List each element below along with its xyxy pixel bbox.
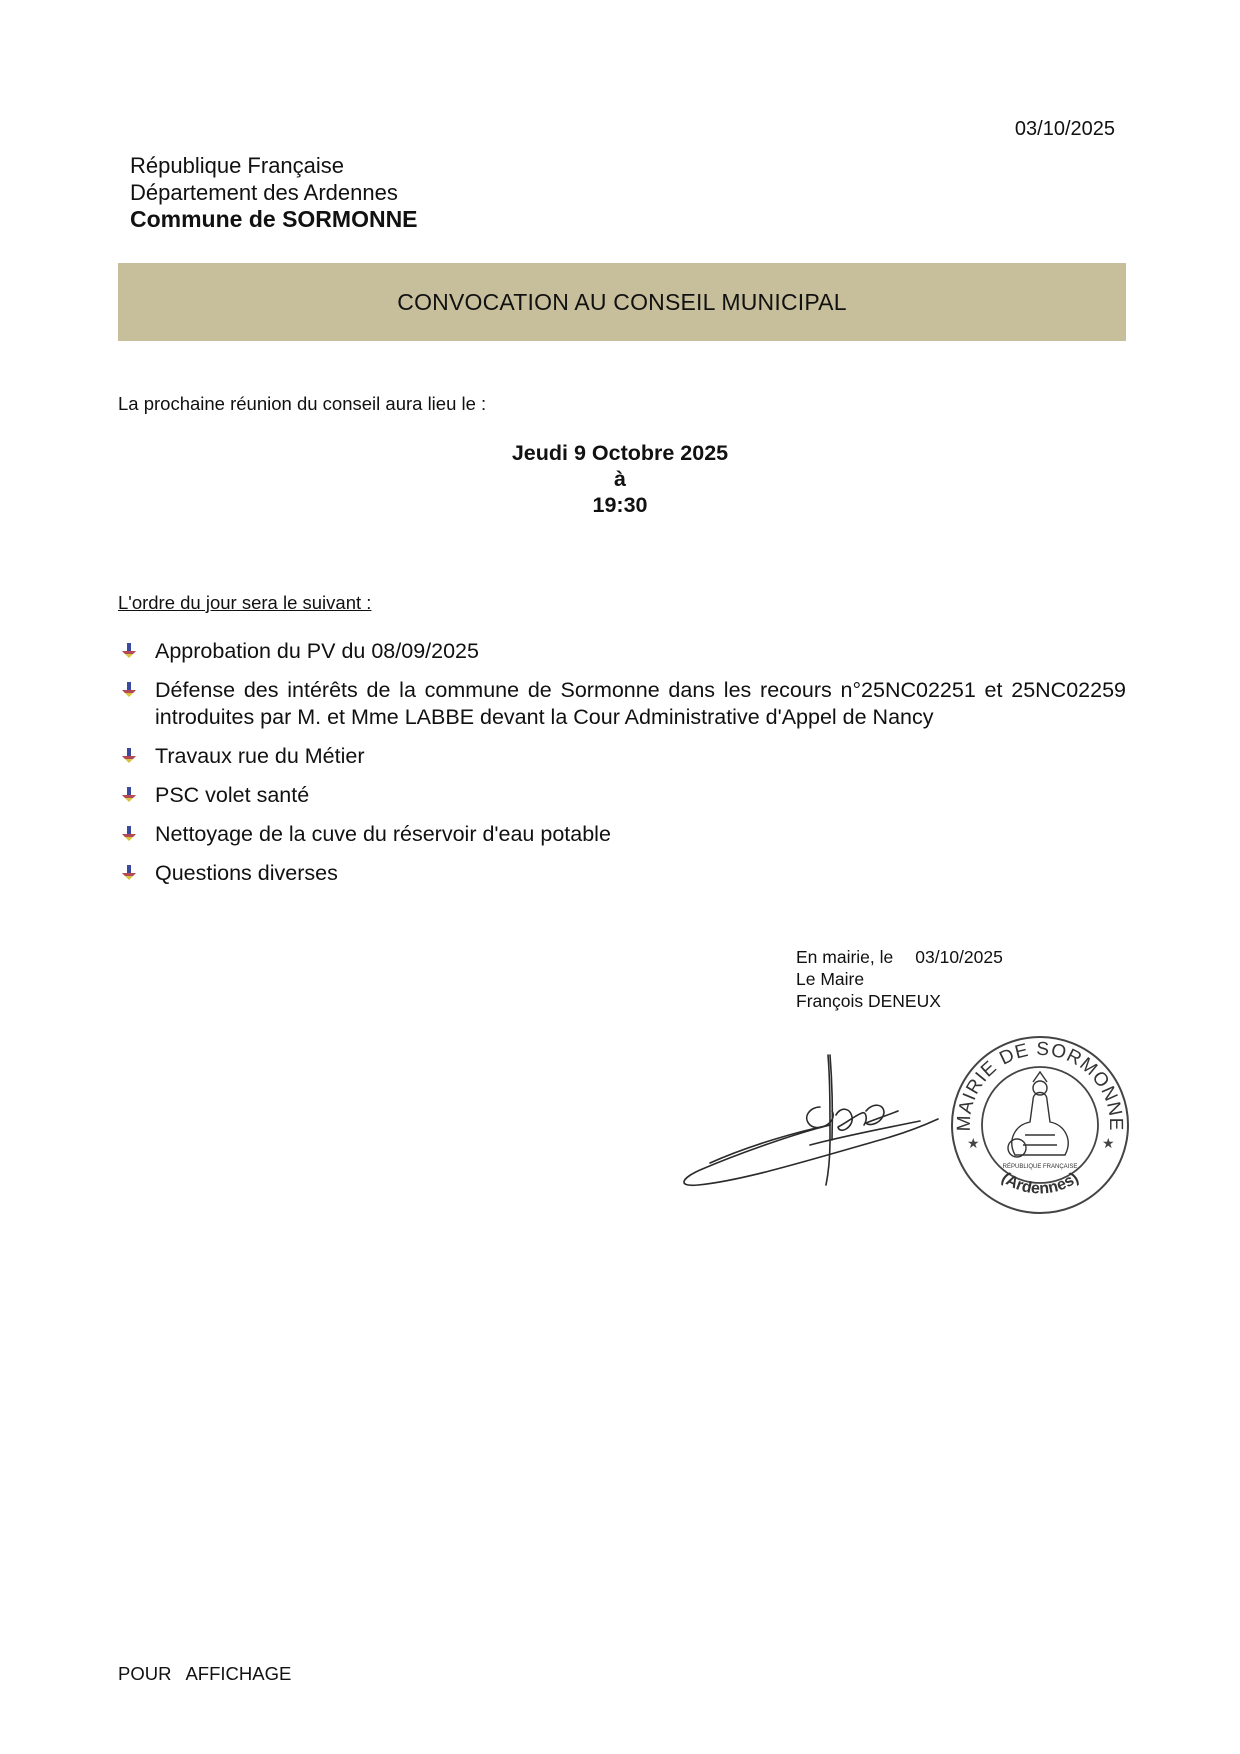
agenda-item-text: PSC volet santé <box>155 783 310 807</box>
down-arrow-bullet-icon <box>121 826 137 842</box>
agenda-item <box>118 743 1126 770</box>
header-commune: Commune de SORMONNE <box>130 206 418 232</box>
agenda-item <box>118 677 1126 731</box>
signatory-role: Le Maire <box>796 969 865 989</box>
down-arrow-bullet-icon <box>121 748 137 764</box>
seal-inner-text: RÉPUBLIQUE FRANÇAISE <box>1002 1164 1078 1170</box>
svg-text:(Ardennes): (Ardennes) <box>998 1169 1082 1198</box>
seal-star-icon: ★ <box>967 1135 980 1151</box>
agenda-item-text: Travaux rue du Métier <box>155 744 365 768</box>
meeting-connector: à <box>614 467 626 491</box>
signature-place-label: En mairie, le <box>796 947 894 967</box>
header-department: Département des Ardennes <box>130 180 398 205</box>
meeting-time: 19:30 <box>592 493 648 517</box>
handwritten-signature <box>680 1045 945 1195</box>
footer-word-affichage: AFFICHAGE <box>185 1663 292 1684</box>
down-arrow-bullet-icon <box>121 682 137 698</box>
signature-place-line <box>796 946 1003 968</box>
footer-note <box>118 1663 291 1685</box>
seal-star-icon: ★ <box>1102 1135 1115 1151</box>
agenda-item <box>118 782 1126 809</box>
agenda-item-text: Questions diverses <box>155 861 338 885</box>
issuer-header <box>130 152 418 233</box>
agenda-heading: L'ordre du jour sera le suivant : <box>118 592 372 613</box>
document-title: CONVOCATION AU CONSEIL MUNICIPAL <box>397 288 847 315</box>
meeting-date: Jeudi 9 Octobre 2025 <box>511 441 729 465</box>
signature-date: 03/10/2025 <box>915 947 1003 967</box>
agenda-item <box>118 821 1126 848</box>
down-arrow-bullet-icon <box>121 865 137 881</box>
title-banner <box>118 263 1126 341</box>
agenda-item-text: Nettoyage de la cuve du réservoir d'eau potable <box>155 822 611 846</box>
agenda-item-text: Approbation du PV du 08/09/2025 <box>155 639 479 663</box>
mairie-seal <box>945 1030 1135 1220</box>
header-republic: République Française <box>130 153 345 178</box>
intro-text: La prochaine réunion du conseil aura lieu le : <box>118 393 487 414</box>
agenda-item <box>118 860 1126 887</box>
signature-block <box>796 946 1003 1012</box>
document-date: 03/10/2025 <box>1014 118 1115 140</box>
agenda-item <box>118 638 1126 665</box>
agenda-item-text: Défense des intérêts de la commune de Sormonne dans les recours n°25NC02251 et 25NC02259 introduites par M. et Mme LABBE devant la Cour Administrative d'Appel de Nancy <box>155 678 1126 729</box>
down-arrow-bullet-icon <box>121 643 137 659</box>
down-arrow-bullet-icon <box>121 787 137 803</box>
svg-text:MAIRIE DE SORMONNE: MAIRIE DE SORMONNE <box>953 1038 1127 1132</box>
signatory-name: François DENEUX <box>796 991 941 1011</box>
footer-word-pour: POUR <box>118 1663 172 1684</box>
agenda-list <box>118 638 1126 899</box>
meeting-datetime <box>0 440 1240 518</box>
